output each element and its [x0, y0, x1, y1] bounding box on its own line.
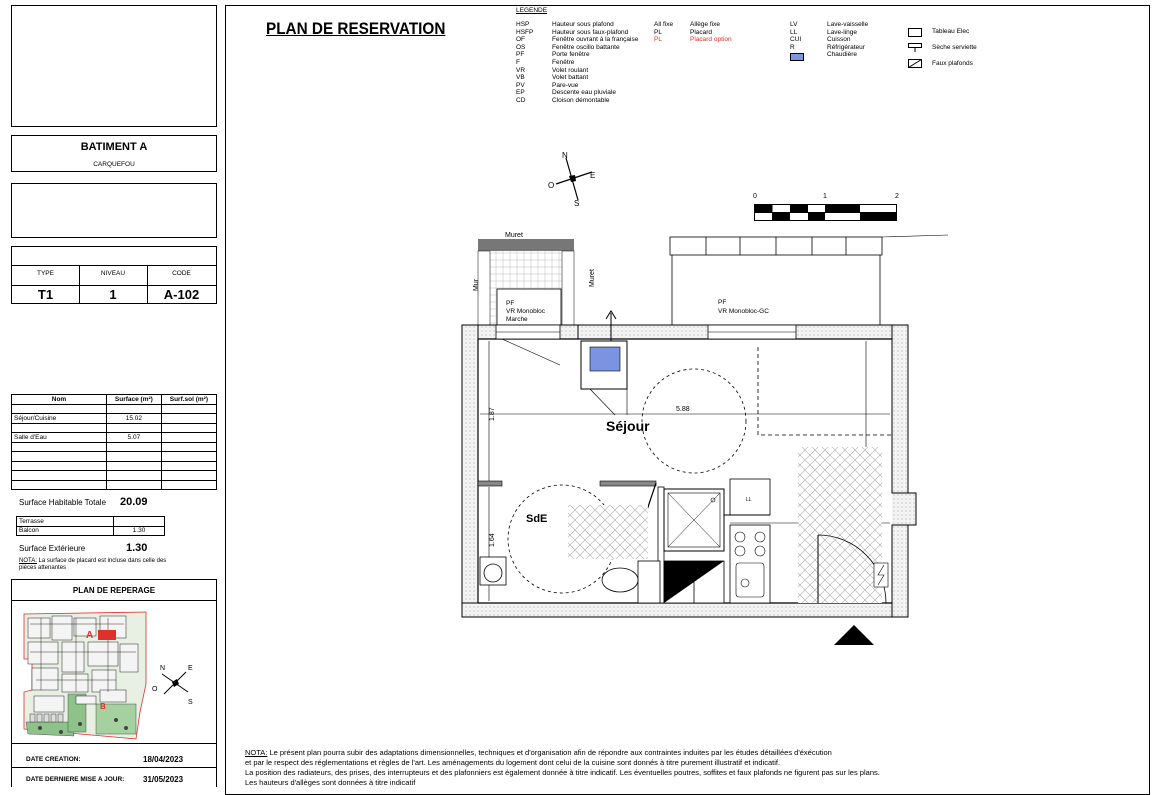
dim-588: 5.88	[676, 406, 690, 413]
exterior-name: Balcon	[17, 526, 114, 536]
building-name: BATIMENT A	[80, 141, 148, 153]
date-maj: 31/05/2023	[143, 775, 184, 784]
exterior-value: 1.30	[114, 526, 165, 536]
type-value: T1	[37, 287, 54, 302]
scale-label-2: 2	[895, 193, 899, 200]
legend-row: LV Lave-vaisselle	[790, 21, 869, 28]
legend-title: LEGENDE	[516, 7, 548, 14]
legend-row: PV Pare-vue	[516, 81, 579, 89]
disclaimer-line: NOTA: Le présent plan pourra subir des adaptations dimensionnelles, techniques et d'organisation afin de répondre aux contraintes induites par les études détaillées d'éxécution	[245, 748, 832, 757]
scale-label-1: 1	[823, 193, 827, 200]
legend-row: PL Placard	[654, 28, 713, 36]
legend-row: CD Cloison démontable	[516, 96, 610, 104]
muret-right-label: Muret	[589, 269, 596, 287]
type-header: TYPE	[37, 270, 54, 277]
surface-exterieure-value: 1.30	[126, 542, 148, 554]
legend-row: HSP Hauteur sous plafond	[516, 21, 614, 28]
table-row	[12, 414, 217, 424]
date-creation: 18/04/2023	[143, 755, 184, 764]
surface-habitable-label: Surface Habitable Totale	[19, 498, 107, 507]
disclaimer-label: NOTA:	[245, 748, 268, 757]
disclaimer-line: Les hauteurs d'allèges sont données à titre indicatif	[245, 778, 416, 787]
page-title: PLAN DE RESERVATION	[266, 19, 446, 38]
surface-note-label: NOTA:	[19, 558, 37, 564]
scale-bar	[754, 204, 898, 222]
ll-label: LL	[746, 497, 752, 503]
floor-plan	[440, 225, 960, 650]
compass-small-s: S	[188, 699, 193, 706]
table-row	[17, 526, 165, 536]
seche-serviette-icon	[908, 43, 922, 53]
pf-right-label: PF	[718, 299, 727, 306]
legend-row: PF Porte fenêtre	[516, 51, 590, 59]
reperage-panel	[11, 579, 217, 744]
exterior-name: Terrasse	[17, 517, 114, 527]
faux-plafond-icon	[908, 59, 922, 68]
legend-codes	[516, 21, 638, 105]
table-row	[17, 517, 165, 527]
legend-row: VB Volet battant	[516, 74, 589, 82]
legend-row: R Réfrigérateur	[790, 43, 865, 51]
vr-left-label: VR Monobloc	[506, 308, 546, 315]
building-panel	[11, 135, 217, 172]
address-panel	[11, 183, 217, 238]
surfaces-table	[11, 394, 217, 490]
room-label-sejour: Séjour	[606, 418, 650, 434]
room-surface: 15.02	[107, 414, 162, 424]
dim-164: 1.64	[489, 533, 496, 547]
exterior-table	[16, 516, 165, 536]
legend-row: VR Volet roulant	[516, 66, 589, 74]
reperage-title: PLAN DE REPERAGE	[72, 586, 156, 595]
date-maj-label: DATE DERNIERE MISE A JOUR:	[26, 776, 125, 783]
legend-row: LL Lave-linge	[790, 28, 857, 36]
surface-note-text: La surface de placard est incluse dans celle des pièces attenantes	[19, 558, 167, 571]
legend-row: EP Descente eau pluviale	[516, 89, 616, 97]
compass-n: N	[562, 151, 568, 160]
room-name: Séjour/Cuisine	[12, 414, 107, 424]
compass-small-n: N	[160, 665, 166, 672]
room-label-sde: SdE	[526, 513, 548, 525]
disclaimer-line: et par le respect des réglementations et règles de l'art. Les aménagements du logement dont celui de la cuisine sont donnés à titre purement illustratif et indicatif.	[245, 758, 781, 767]
legend-codes-2	[654, 21, 732, 44]
compass-icon	[544, 148, 606, 208]
niveau-header: NIVEAU	[100, 270, 126, 277]
svg-text:A: A	[86, 630, 94, 641]
legend-row: OF Fenêtre ouvrant à la française	[516, 36, 639, 44]
date-creation-label: DATE CREATION:	[26, 756, 81, 763]
surface-exterieure-label: Surface Extérieure	[19, 544, 86, 553]
pf-left-label: PF	[506, 300, 515, 307]
table-row	[12, 433, 217, 443]
legend-symbol-label: Faux plafonds	[932, 60, 973, 67]
svg-text:B: B	[100, 702, 106, 711]
code-value: A-102	[163, 287, 200, 302]
surface-note	[19, 558, 169, 572]
legend-row: PL Placard option	[654, 36, 732, 44]
compass-small-e: E	[188, 665, 193, 672]
legend-row: All fixe Allège fixe	[654, 21, 720, 28]
disclaimer-note	[245, 748, 1145, 788]
muret-top-label: Muret	[505, 232, 523, 239]
legend-row: Chaudière	[827, 51, 857, 59]
room-surface: 5.07	[107, 433, 162, 443]
type-table	[11, 246, 217, 304]
code-header: CODE	[172, 270, 191, 277]
exterior-value	[114, 517, 165, 527]
scale-label-0: 0	[753, 193, 757, 200]
niveau-value: 1	[109, 287, 117, 302]
col-nom: Nom	[12, 395, 107, 405]
compass-small-o: O	[152, 686, 158, 693]
disclaimer-line: La position des radiateurs, des prises, des interrupteurs et des plafonniers est également donnée à titre indicatif. Les éventuelles poutres, soffites et faux plafonds ne figurent pas sur les plans.	[245, 768, 880, 777]
compass-small-icon	[150, 660, 200, 706]
col-surface: Surface (m²)	[107, 395, 162, 405]
legend-row: OS Fenêtre oscillo battante	[516, 43, 620, 51]
legend-row: CUI Cuisson	[790, 36, 851, 44]
compass-s: S	[574, 199, 580, 208]
legend-symbol-label: Tableau Elec	[932, 28, 970, 35]
marche-label: Marche	[506, 316, 528, 323]
col-surfsol: Surf.sol (m²)	[161, 395, 216, 405]
dim-187: 1.87	[489, 407, 496, 421]
logo-panel	[11, 5, 217, 127]
compass-e: E	[590, 171, 596, 180]
vr-right-label: VR Monobloc-GC	[718, 308, 769, 315]
legend-symbol-label: Sèche serviette	[932, 44, 977, 51]
legend-row: HSFP Hauteur sous faux-plafond	[516, 28, 629, 36]
city-name: CARQUEFOU	[93, 161, 135, 168]
tableau-elec-icon	[908, 28, 922, 37]
compass-o: O	[548, 181, 555, 190]
legend-row: F Fenêtre	[516, 58, 575, 66]
mur-label: Mur	[473, 278, 480, 291]
boiler-swatch	[790, 53, 804, 61]
room-name: Salle d'Eau	[12, 433, 107, 443]
surface-habitable-value: 20.09	[120, 496, 148, 508]
